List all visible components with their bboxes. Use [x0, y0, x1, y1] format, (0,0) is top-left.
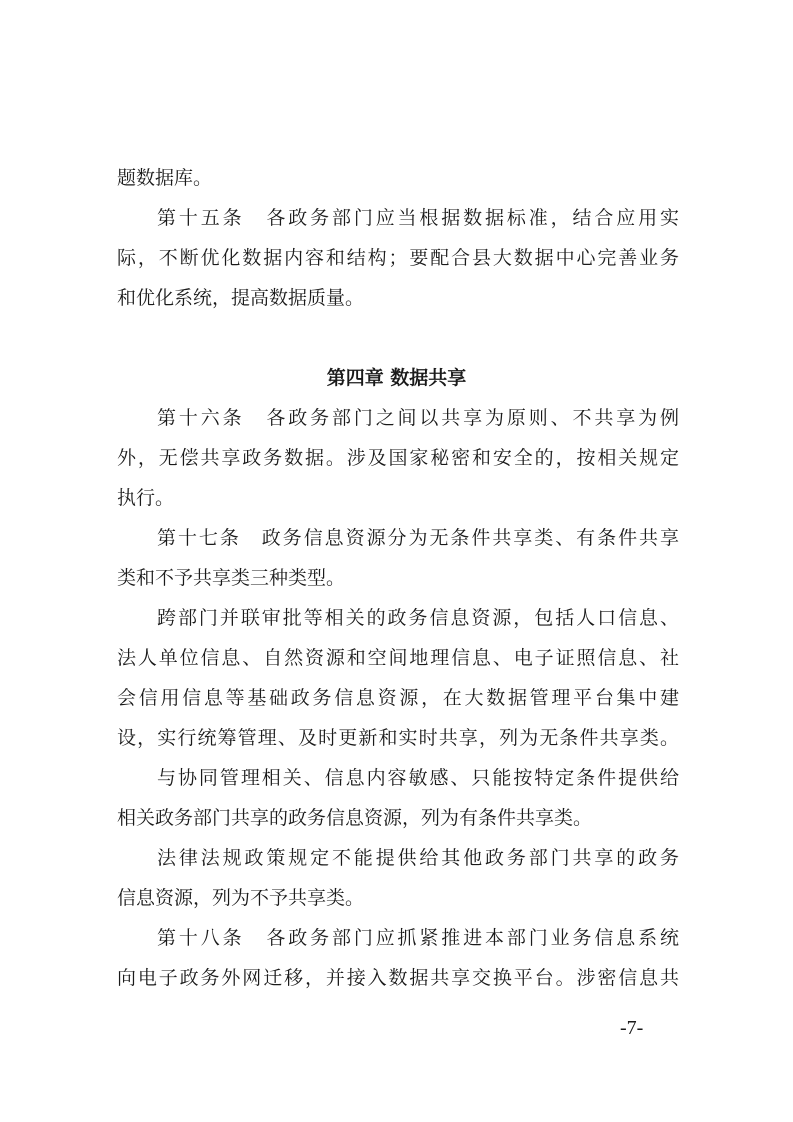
chapter-heading: 第四章 数据共享 — [326, 367, 467, 389]
body-text-line: 际，不断优化数据内容和结构；要配合县大数据中心完善业务 — [117, 247, 679, 269]
body-text-line: 法人单位信息、自然资源和空间地理信息、电子证照信息、社 — [117, 647, 679, 669]
body-text-line: 相关政务部门共享的政务信息资源，列为有条件共享类。 — [117, 807, 593, 829]
page-number: -7- — [620, 1017, 644, 1039]
article-15-line: 第十五条 各政务部门应当根据数据标准，结合应用实 — [157, 207, 679, 229]
body-text-line: 和优化系统，提高数据质量。 — [117, 287, 365, 309]
body-text-line: 类和不予共享类三种类型。 — [117, 567, 346, 589]
body-text-line: 执行。 — [117, 487, 175, 509]
article-17-line: 第十七条 政务信息资源分为无条件共享类、有条件共享 — [157, 527, 679, 549]
paragraph-start-line: 与协同管理相关、信息内容敏感、只能按特定条件提供给 — [157, 767, 679, 789]
paragraph-start-line: 跨部门并联审批等相关的政务信息资源，包括人口信息、 — [157, 607, 679, 629]
article-18-line: 第十八条 各政务部门应抓紧推进本部门业务信息系统 — [157, 927, 679, 949]
body-text-line: 题数据库。 — [117, 167, 213, 189]
body-text-line: 信息资源，列为不予共享类。 — [117, 887, 365, 909]
body-text-line: 设，实行统筹管理、及时更新和实时共享，列为无条件共享类。 — [117, 727, 679, 749]
article-16-line: 第十六条 各政务部门之间以共享为原则、不共享为例 — [157, 407, 679, 429]
body-text-line: 外，无偿共享政务数据。涉及国家秘密和安全的，按相关规定 — [117, 447, 679, 469]
body-text-line: 会信用信息等基础政务信息资源，在大数据管理平台集中建 — [117, 687, 679, 709]
paragraph-start-line: 法律法规政策规定不能提供给其他政务部门共享的政务 — [157, 847, 679, 869]
body-text-line: 向电子政务外网迁移，并接入数据共享交换平台。涉密信息共 — [117, 967, 679, 989]
